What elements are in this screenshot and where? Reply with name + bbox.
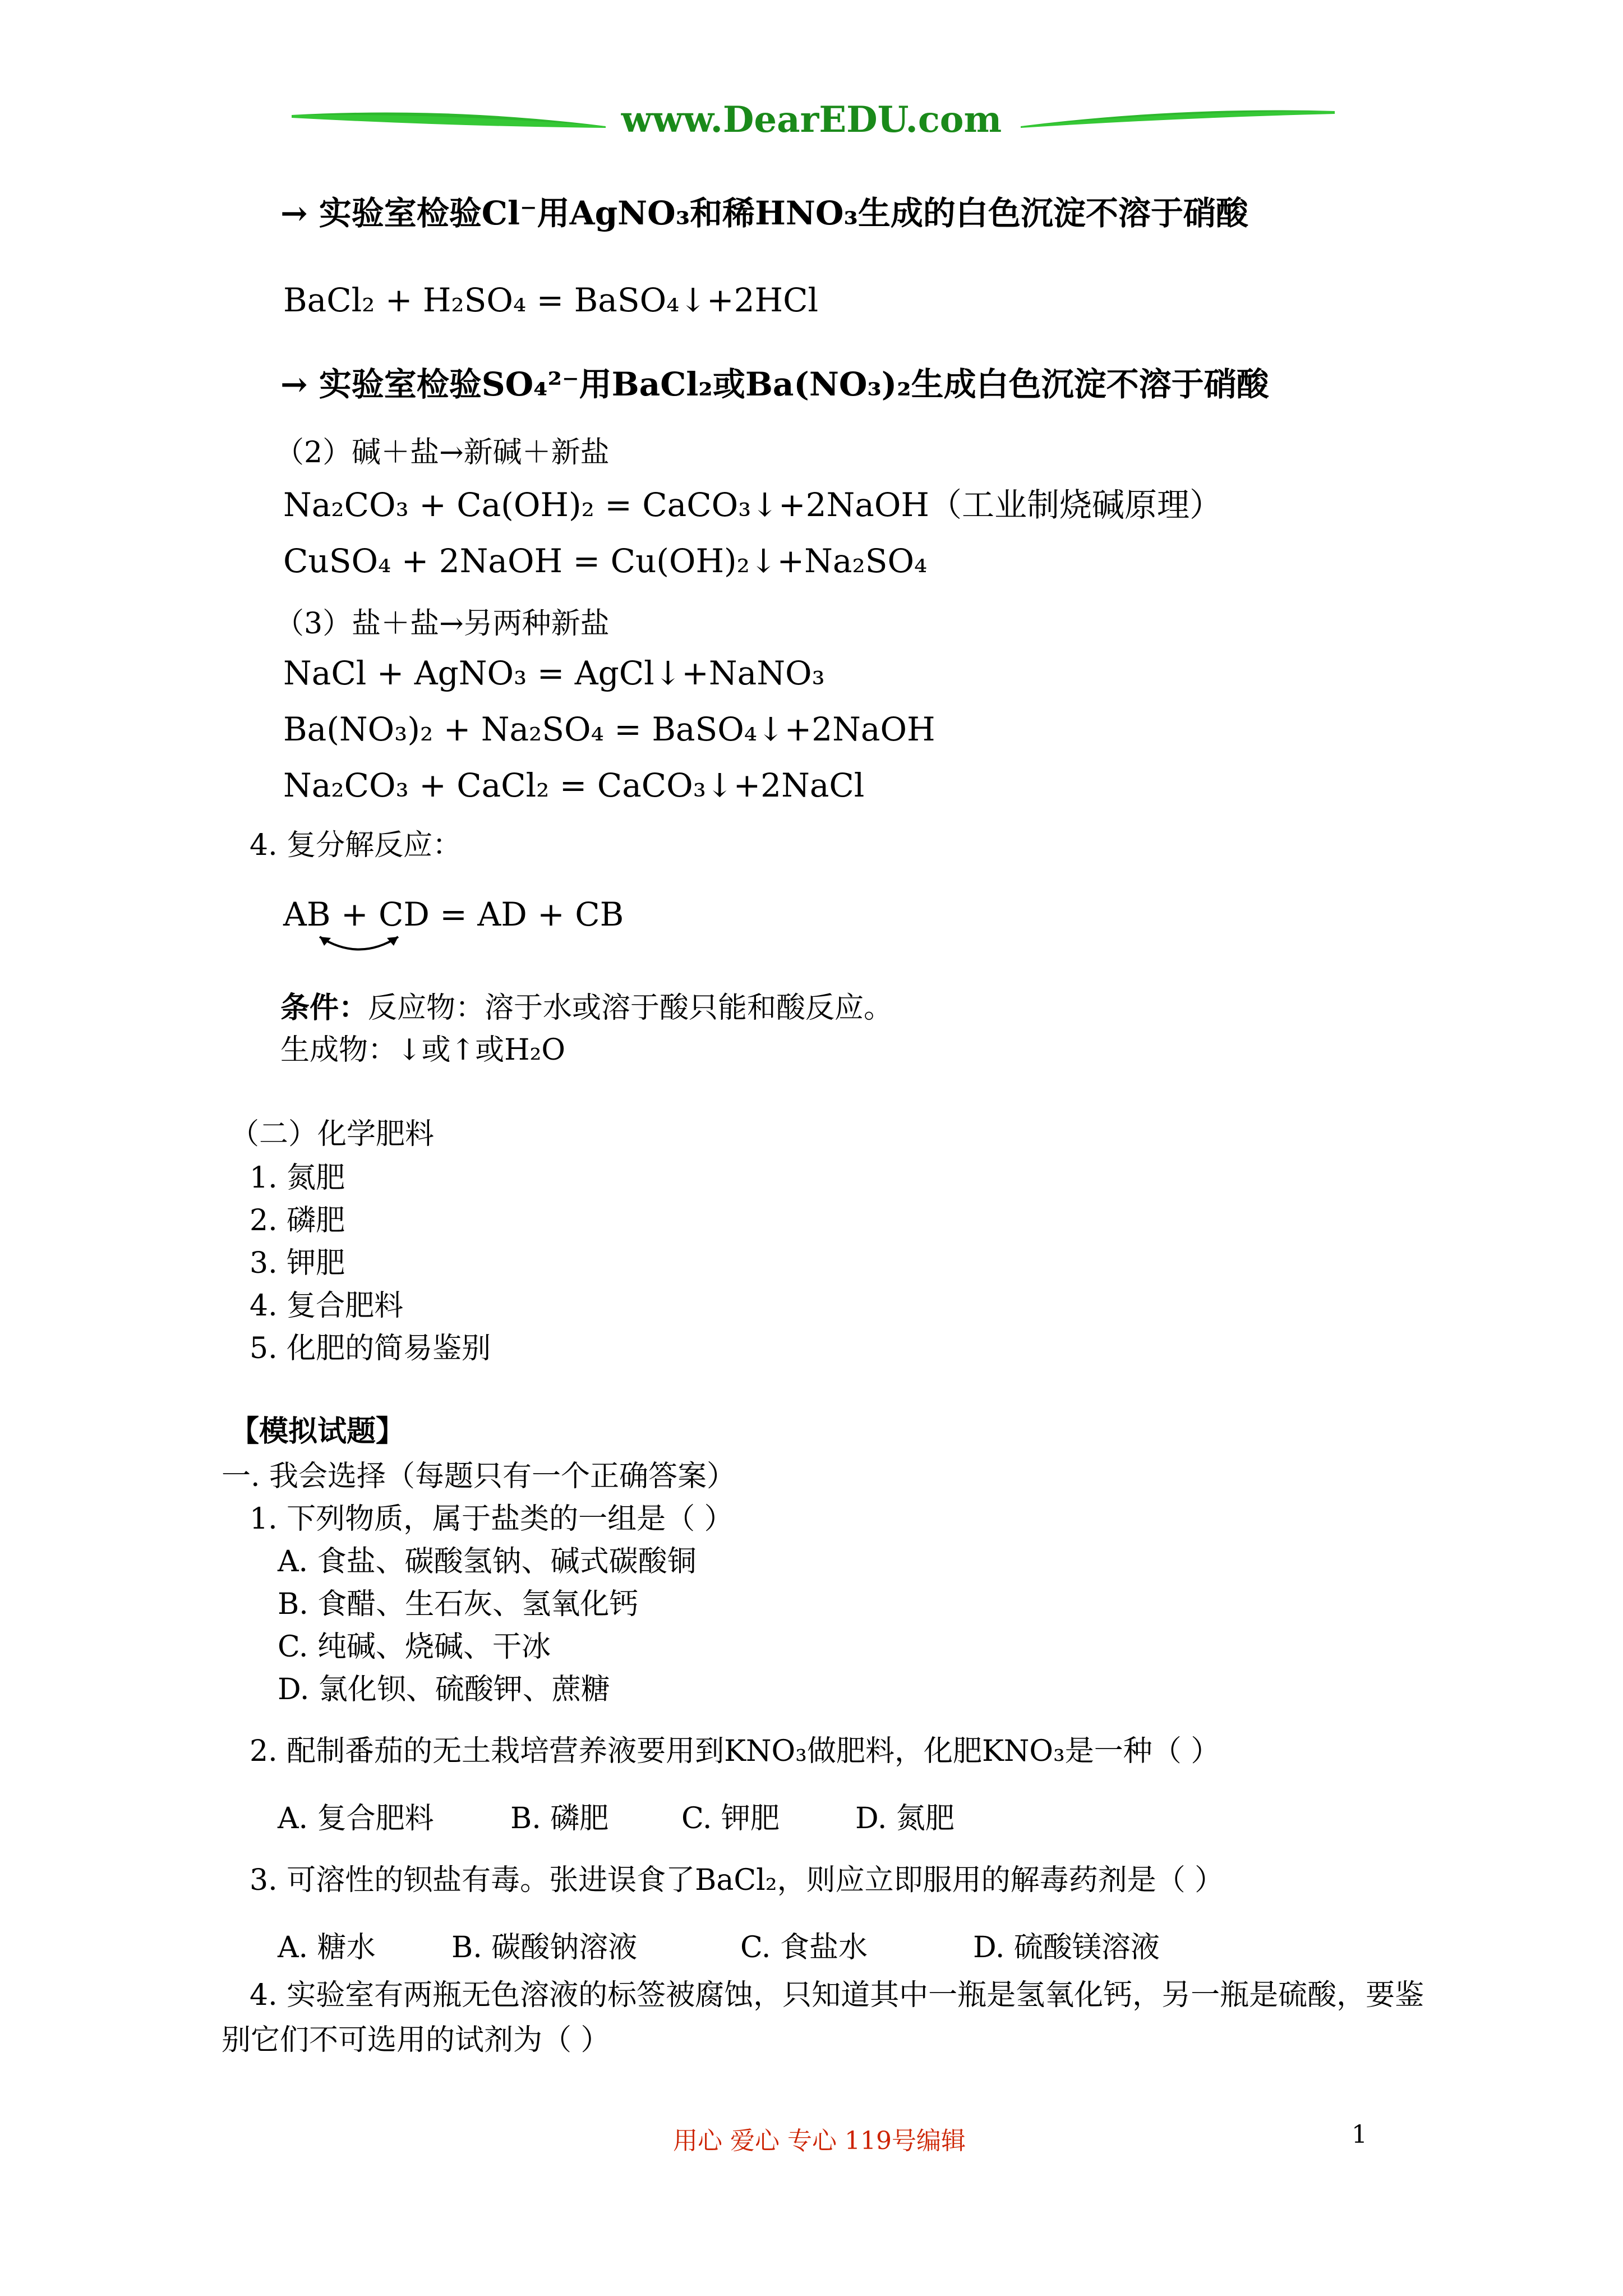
exchange-arrow-icon (314, 931, 404, 965)
question-2-option: B. 磷肥 (510, 1802, 609, 1835)
fertilizer-item: 5. 化肥的简易鉴别 (250, 1332, 491, 1365)
question-3-option: B. 碳酸钠溶液 (451, 1931, 638, 1964)
note-cl-test: → 实验室检验Cl⁻用AgNO₃和稀HNO₃生成的白色沉淀不溶于硝酸 (280, 194, 1248, 232)
question-2-stem: 2. 配制番茄的无土栽培营养液要用到KNO₃做肥料，化肥KNO₃是一种（ ） (250, 1734, 1220, 1768)
header-logo (0, 84, 1623, 163)
equation-bano3-na2so4: Ba(NO₃)₂ + Na₂SO₄ = BaSO₄↓+2NaOH (283, 710, 935, 748)
footer-text: 用心 爱心 专心 119号编辑 (673, 2127, 966, 2155)
product-text: 生成物：↓或↑或H₂O (280, 1033, 565, 1067)
condition-label: 条件： (280, 991, 368, 1025)
equation-cuso4-naoh: CuSO₄ + 2NaOH = Cu(OH)₂↓+Na₂SO₄ (283, 542, 928, 580)
subsection-2-title: （2）碱＋盐→新碱＋新盐 (275, 436, 610, 470)
question-3-option: C. 食盐水 (740, 1931, 868, 1964)
note-so4-test: → 实验室检验SO₄²⁻用BaCl₂或Ba(NO₃)₂生成白色沉淀不溶于硝酸 (280, 365, 1269, 403)
condition-text: 反应物：溶于水或溶于酸只能和酸反应。 (368, 991, 893, 1025)
equation-bacl2-h2so4: BaCl₂ + H₂SO₄ = BaSO₄↓+2HCl (283, 281, 819, 319)
fertilizer-item: 2. 磷肥 (250, 1204, 345, 1237)
header-site-text: www.DearEDU.com (621, 99, 1002, 141)
question-1-option: A. 食盐、碳酸氢钠、碱式碳酸铜 (278, 1545, 697, 1579)
equation-na2co3-cacl2: Na₂CO₃ + CaCl₂ = CaCO₃↓+2NaCl (283, 766, 865, 804)
equation-nacl-agno3: NaCl + AgNO₃ = AgCl↓+NaNO₃ (283, 654, 825, 692)
double-decomposition-equation: AB + CD = AD + CB (283, 895, 624, 933)
question-4-stem-line2: 别它们不可选用的试剂为（ ） (222, 2023, 610, 2057)
mock-test-title: 【模拟试题】 (230, 1414, 405, 1448)
page-number: 1 (1352, 2120, 1367, 2149)
question-1-option: D. 氯化钡、硫酸钾、蔗糖 (278, 1673, 610, 1706)
fertilizer-item: 1. 氮肥 (250, 1161, 345, 1195)
question-1-option: B. 食醋、生石灰、氢氧化钙 (278, 1588, 639, 1621)
part1-title: 一. 我会选择（每题只有一个正确答案） (222, 1460, 736, 1493)
question-2-option: A. 复合肥料 (278, 1802, 434, 1835)
fertilizer-item: 3. 钾肥 (250, 1246, 345, 1280)
subsection-3-title: （3）盐＋盐→另两种新盐 (275, 607, 610, 641)
question-4-stem-line1: 4. 实验室有两瓶无色溶液的标签被腐蚀，只知道其中一瓶是氢氧化钙，另一瓶是硫酸，要鉴 (250, 1978, 1424, 2012)
question-1-stem: 1. 下列物质，属于盐类的一组是（ ） (250, 1502, 734, 1536)
question-1-option: C. 纯碱、烧碱、干冰 (278, 1630, 551, 1664)
double-decomposition-title: 4. 复分解反应： (250, 829, 462, 862)
fertilizer-item: 4. 复合肥料 (250, 1289, 404, 1323)
question-2-option: D. 氮肥 (855, 1802, 955, 1835)
question-3-option: A. 糖水 (278, 1931, 376, 1964)
question-2-option: C. 钾肥 (681, 1802, 780, 1835)
equation-na2co3-caoh2: Na₂CO₃ + Ca(OH)₂ = CaCO₃↓+2NaOH（工业制烧碱原理） (283, 486, 1222, 524)
question-3-stem: 3. 可溶性的钡盐有毒。张进误食了BaCl₂，则应立即服用的解毒药剂是（ ） (250, 1864, 1224, 1897)
fertilizer-section-title: （二）化学肥料 (230, 1117, 435, 1151)
question-3-option: D. 硫酸镁溶液 (973, 1931, 1160, 1964)
